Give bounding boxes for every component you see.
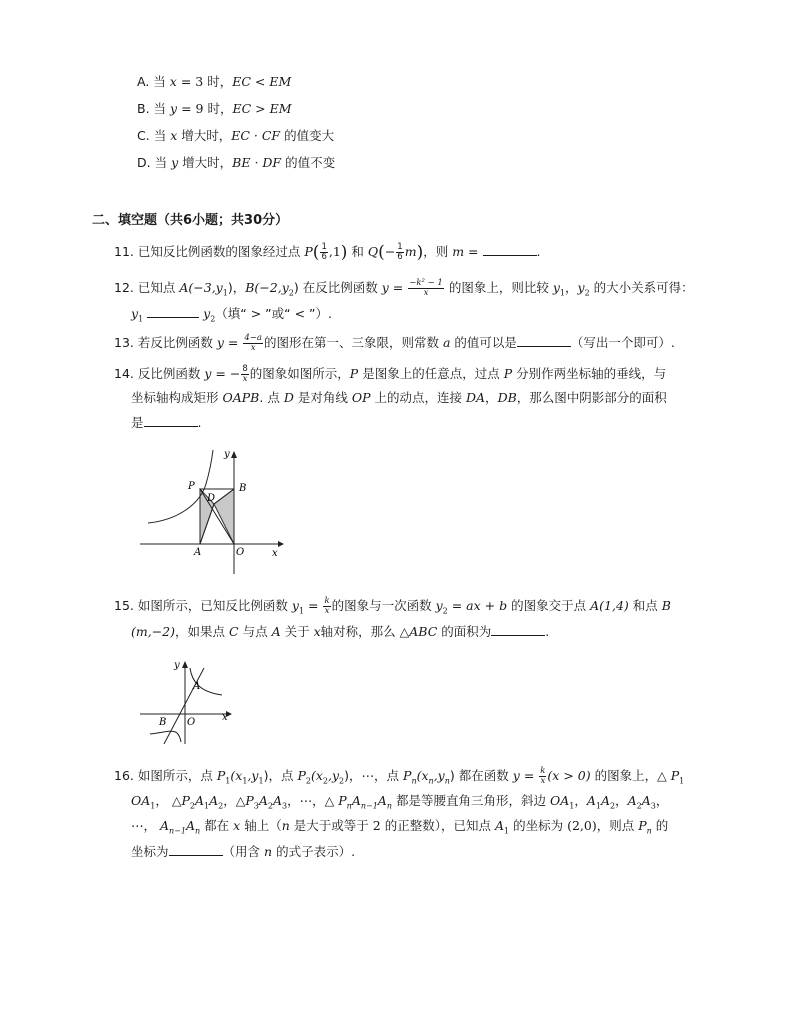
y-axis-arrow <box>182 661 188 668</box>
x-axis-arrow <box>278 541 284 547</box>
question-15: 15. 如图所示，已知反比例函数 $y_1$ = $\frac{k}{x}$ 的图象与一次函数 $y_2$ = ax + b 的图象交于点 A(1,4) 和点 B <box>114 596 671 616</box>
label-x: x <box>272 548 278 559</box>
question-16-line4: 坐标为 （用含 n 的式子表示）. <box>131 844 356 859</box>
answer-blank[interactable] <box>144 414 198 427</box>
answer-blank[interactable] <box>147 305 199 318</box>
label-d: D <box>207 493 216 504</box>
option-d: D. 当 y 增大时，BE · DF 的值不变 <box>137 155 336 170</box>
linear-function-line <box>164 668 204 744</box>
label-y: y <box>224 449 230 460</box>
question-11: 11. 已知反比例函数的图象经过点 P( $\frac{1}{6}$ ,1) 和 Q(− $\frac{1}{6}$ m)，则 m = . <box>114 242 541 263</box>
answer-blank[interactable] <box>491 623 545 636</box>
question-14-line2: 坐标轴构成矩形 OAPB. 点 D 是对角线 OP 上的动点，连接 DA，DB，那么图中阴影部分的面积 <box>131 390 667 405</box>
label-y: y <box>174 660 180 671</box>
question-14: 14. 反比例函数 y = − $\frac{8}{x}$ 的图象如图所示，P 是图象上的任意点，过点 P 分别作两坐标轴的垂线，与 <box>114 364 667 384</box>
answer-blank[interactable] <box>483 243 537 256</box>
answer-blank[interactable] <box>169 843 223 856</box>
label-o: O <box>187 717 196 728</box>
option-a: A. 当 x = 3 时，EC < EM <box>137 74 292 89</box>
question-13: 13. 若反比例函数 y = $\frac{4-a}{x}$ 的图形在第一、三象限，则常数 a 的值可以是 （写出一个即可）. <box>114 333 675 353</box>
question-14-line3: 是 . <box>131 415 202 430</box>
label-o: O <box>236 547 245 558</box>
figure-q15 <box>138 654 238 748</box>
y-axis-arrow <box>231 451 237 458</box>
label-b: B <box>159 717 167 728</box>
question-16-line2: $OA_1$， $\triangle P_2A_1A_2$，$\triangle P_3A_2A_3$，⋯，△ $P_nA_{n-1}A_n$ 都是等腰直角三角形，斜边 $OA_1$，$A_1A_2$，$A_2A_3$， <box>131 793 669 811</box>
option-c: C. 当 x 增大时，EC · CF 的值变大 <box>137 128 335 143</box>
option-b: B. 当 y = 9 时，EC > EM <box>137 101 292 116</box>
label-p: P <box>188 481 195 492</box>
question-16: 16. 如图所示，点 $P_1(x_1,y_1)$，点 $P_2(x_2,y_2)$，⋯，点 $P_n(x_n,y_n)$ 都在函数 y = $\frac{k}{x}$ (x > 0) 的图象上，△ $P_1$ <box>114 766 685 786</box>
figure-q14 <box>138 444 288 578</box>
label-b: B <box>239 483 247 494</box>
question-12: 12. 已知点 $A(-3,y_1)$，$B(-2,y_2)$ 在反比例函数 y = $\frac{\text{−k² − 1}}{x}$ 的图象上，则比较 $y_1$，$y_2$ 的大小关系可得： <box>114 278 694 298</box>
label-x: x <box>222 712 228 723</box>
label-a: A <box>194 547 202 558</box>
question-16-line3: ⋯， $A_{n-1}A_n$ 都在 x 轴上（n 是大于或等于 2 的正整数），已知点 $A_1$ 的坐标为 (2,0)，则点 $P_n$ 的 <box>131 818 669 836</box>
section-title: 二、填空题（共6小题；共30分） <box>92 213 289 228</box>
question-15-line2: (m,−2)，如果点 C 与点 A 关于 x轴对称，那么 △ABC 的面积为 . <box>131 624 550 639</box>
question-12-line2: $y_1$ $y_2$（填“ > ”或“ < ”）. <box>131 306 332 324</box>
label-a: A <box>193 681 201 692</box>
answer-blank[interactable] <box>517 334 571 347</box>
